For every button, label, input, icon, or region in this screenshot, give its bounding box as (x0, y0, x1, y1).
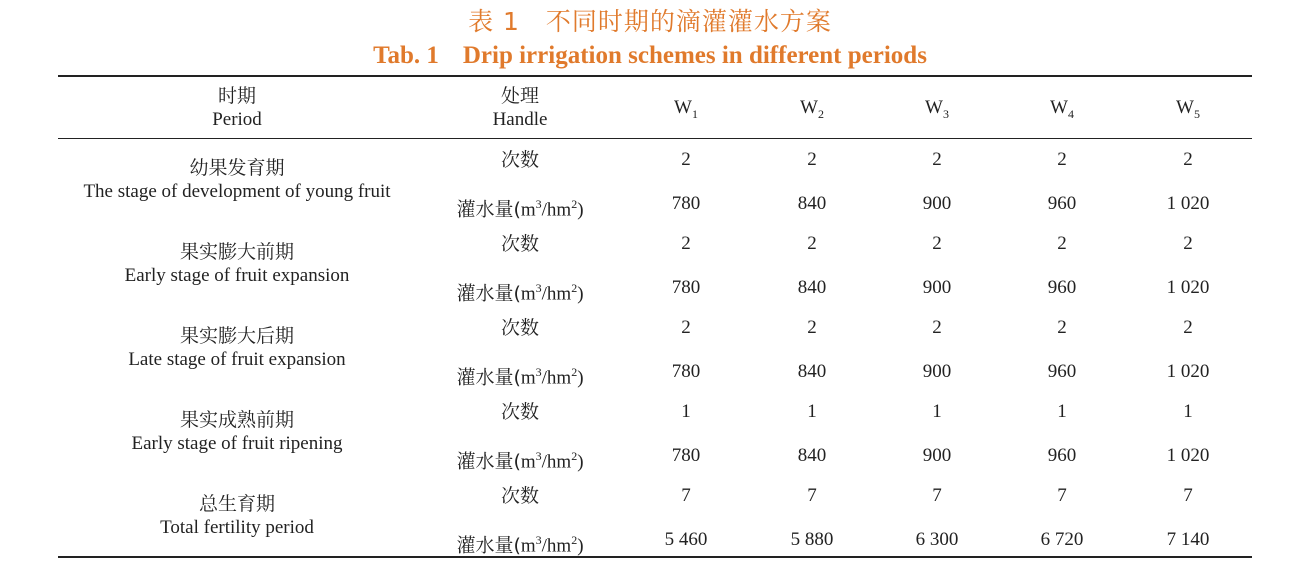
handle-amount-label (420, 360, 620, 390)
period-label-zh: 果实成熟前期 (179, 409, 294, 431)
amount-sup-b: 2 (571, 281, 578, 295)
count-cell: 1 (1183, 401, 1193, 422)
period-label (57, 492, 417, 540)
period-label-en: Early stage of fruit expansion (124, 265, 350, 286)
amount-sup-a: 3 (535, 533, 542, 547)
handle-amount-label (420, 192, 620, 222)
treatment-base: W (925, 97, 943, 118)
table-title-zh (0, 2, 1300, 38)
amount-sup-b: 2 (571, 533, 578, 547)
period-label (57, 408, 417, 456)
table-label-en: Tab. 1 (373, 42, 439, 69)
header-treatment-4 (1007, 96, 1117, 126)
treatment-sub: 5 (1193, 106, 1200, 121)
count-cell: 2 (932, 149, 942, 170)
period-label-zh: 果实膨大后期 (179, 325, 294, 347)
amount-cell: 840 (797, 193, 827, 214)
table-bottom-rule (58, 556, 1252, 558)
table-header-rule (58, 138, 1252, 139)
header-period-en: Period (212, 109, 262, 130)
period-label-en: Total fertility period (160, 517, 314, 538)
amount-cell: 5 880 (790, 529, 834, 550)
header-treatment-3 (882, 96, 992, 126)
amount-unit-b: /hm (541, 451, 572, 473)
amount-cell: 6 300 (915, 529, 959, 550)
period-label-zh: 总生育期 (198, 493, 275, 515)
period-label-en: The stage of development of young fruit (83, 181, 391, 202)
amount-prefix: 灌水量( (456, 198, 521, 221)
amount-prefix: 灌水量( (456, 282, 521, 305)
period-label-zh: 幼果发育期 (189, 157, 285, 179)
count-cell: 2 (1183, 317, 1193, 338)
amount-cell: 780 (671, 193, 701, 214)
amount-cell: 1 020 (1166, 277, 1210, 298)
handle-count-label: 次数 (500, 485, 539, 507)
handle-amount-label (420, 528, 620, 558)
treatment-base: W (1050, 97, 1068, 118)
table-caption-en: Drip irrigation schemes in different periods (462, 42, 927, 69)
amount-cell: 960 (1047, 277, 1077, 298)
header-treatment-1 (631, 96, 741, 126)
amount-unit-a: m (520, 535, 536, 557)
count-cell: 1 (932, 401, 942, 422)
amount-suffix: ) (577, 199, 584, 221)
period-label (57, 324, 417, 372)
handle-amount-label (420, 276, 620, 306)
amount-cell: 6 720 (1040, 529, 1084, 550)
count-cell: 2 (932, 233, 942, 254)
treatment-base: W (674, 97, 692, 118)
amount-suffix: ) (577, 283, 584, 305)
amount-unit-a: m (520, 451, 536, 473)
amount-unit-b: /hm (541, 535, 572, 557)
amount-cell: 840 (797, 445, 827, 466)
count-cell: 2 (807, 149, 817, 170)
count-cell: 2 (681, 233, 691, 254)
period-label (57, 156, 417, 204)
table-title-en (0, 42, 1300, 70)
amount-unit-b: /hm (541, 283, 572, 305)
amount-sup-a: 3 (535, 281, 542, 295)
handle-count-label: 次数 (500, 149, 539, 171)
amount-unit-a: m (520, 367, 536, 389)
amount-cell: 960 (1047, 193, 1077, 214)
header-period (137, 84, 337, 132)
header-period-zh: 时期 (217, 85, 256, 107)
count-cell: 2 (1057, 233, 1067, 254)
count-cell: 2 (681, 317, 691, 338)
count-cell: 7 (932, 485, 942, 506)
header-handle (460, 84, 580, 132)
amount-cell: 900 (922, 193, 952, 214)
count-cell: 1 (807, 401, 817, 422)
table-top-rule (58, 75, 1252, 77)
header-treatment-5 (1133, 96, 1243, 126)
amount-cell: 5 460 (664, 529, 708, 550)
amount-cell: 960 (1047, 361, 1077, 382)
treatment-base: W (800, 97, 818, 118)
amount-unit-b: /hm (541, 367, 572, 389)
amount-sup-b: 2 (571, 197, 578, 211)
count-cell: 2 (1183, 233, 1193, 254)
amount-cell: 840 (797, 361, 827, 382)
treatment-sub: 2 (817, 106, 824, 121)
amount-sup-b: 2 (571, 449, 578, 463)
handle-count-label: 次数 (500, 401, 539, 423)
period-label-zh: 果实膨大前期 (179, 241, 294, 263)
treatment-base: W (1176, 97, 1194, 118)
count-cell: 1 (681, 401, 691, 422)
count-cell: 2 (1057, 317, 1067, 338)
amount-cell: 1 020 (1166, 361, 1210, 382)
period-label-en: Early stage of fruit ripening (131, 433, 343, 454)
count-cell: 2 (681, 149, 691, 170)
amount-cell: 780 (671, 445, 701, 466)
amount-sup-b: 2 (571, 365, 578, 379)
period-label-en: Late stage of fruit expansion (128, 349, 346, 370)
amount-prefix: 灌水量( (456, 450, 521, 473)
handle-count-label: 次数 (500, 317, 539, 339)
amount-cell: 1 020 (1166, 445, 1210, 466)
table-label-zh: 表 1 (468, 7, 520, 36)
amount-cell: 840 (797, 277, 827, 298)
amount-unit-b: /hm (541, 199, 572, 221)
amount-cell: 900 (922, 277, 952, 298)
amount-cell: 780 (671, 361, 701, 382)
amount-cell: 1 020 (1166, 193, 1210, 214)
handle-amount-label (420, 444, 620, 474)
count-cell: 2 (807, 317, 817, 338)
amount-cell: 900 (922, 445, 952, 466)
amount-cell: 960 (1047, 445, 1077, 466)
count-cell: 7 (1183, 485, 1193, 506)
amount-cell: 900 (922, 361, 952, 382)
header-handle-en: Handle (492, 109, 548, 130)
amount-sup-a: 3 (535, 449, 542, 463)
table-caption-zh: 不同时期的滴灌灌水方案 (545, 7, 832, 36)
amount-unit-a: m (520, 199, 536, 221)
header-handle-zh: 处理 (500, 85, 539, 107)
amount-sup-a: 3 (535, 365, 542, 379)
count-cell: 7 (807, 485, 817, 506)
amount-suffix: ) (577, 535, 584, 557)
treatment-sub: 1 (691, 106, 698, 121)
count-cell: 1 (1057, 401, 1067, 422)
count-cell: 7 (681, 485, 691, 506)
treatment-sub: 4 (1067, 106, 1074, 121)
amount-sup-a: 3 (535, 197, 542, 211)
amount-prefix: 灌水量( (456, 366, 521, 389)
count-cell: 2 (1183, 149, 1193, 170)
amount-suffix: ) (577, 451, 584, 473)
amount-cell: 780 (671, 277, 701, 298)
amount-unit-a: m (520, 283, 536, 305)
amount-prefix: 灌水量( (456, 534, 521, 557)
count-cell: 2 (807, 233, 817, 254)
amount-suffix: ) (577, 367, 584, 389)
period-label (57, 240, 417, 288)
handle-count-label: 次数 (500, 233, 539, 255)
count-cell: 2 (932, 317, 942, 338)
count-cell: 7 (1057, 485, 1067, 506)
header-treatment-2 (757, 96, 867, 126)
amount-cell: 7 140 (1166, 529, 1210, 550)
count-cell: 2 (1057, 149, 1067, 170)
treatment-sub: 3 (942, 106, 949, 121)
